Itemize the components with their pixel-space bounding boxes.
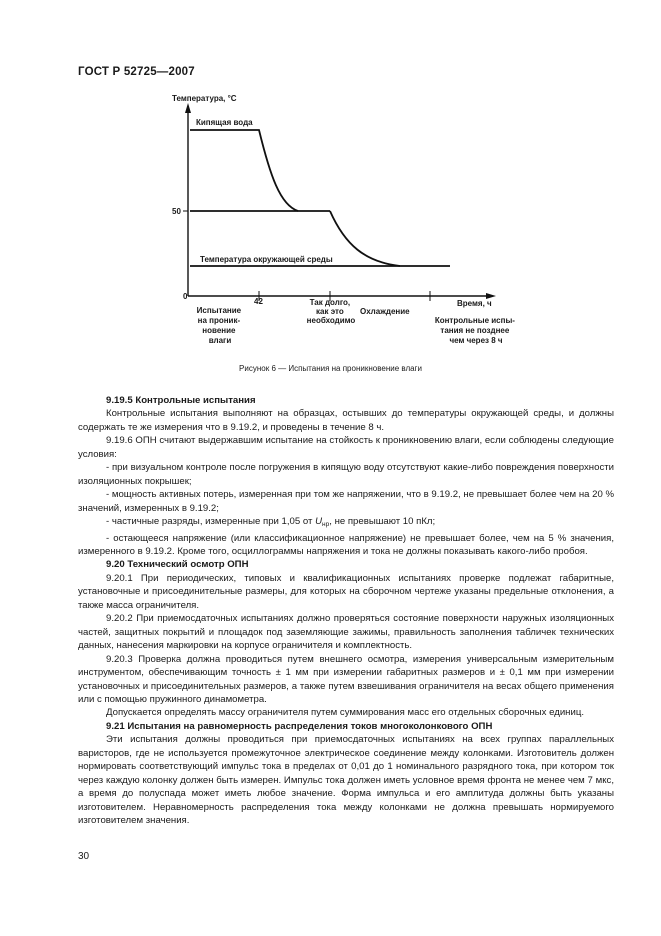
immersion-test-label: Испытание на проник- новение влаги [196,306,242,345]
figure-caption: Рисунок 6 — Испытания на проникновение влаги [239,364,422,373]
x-axis-title: Время, ч [457,299,492,308]
list-item-residual-voltage: - остающееся напряжение (или классификационное напряжение) не превышает более, чем на 5 % значения, измеренного в 9.19.2. Кроме того, осциллограммы напряжения и тока не должны показывать какого-либо пробоя. [78,532,614,557]
temperature-time-diagram [0,0,661,360]
section-heading-9-19-5: 9.19.5 Контрольные испытания [106,395,256,406]
standard-designation: ГОСТ Р 52725—2007 [78,66,195,78]
cooling-label: Охлаждение [360,307,410,316]
page-number: 30 [78,851,90,862]
y-tick-label-50: 50 [172,207,181,216]
as-long-as-needed-label: Так долго, как это необходимо [306,298,356,325]
boiling-water-label: Кипящая вода [196,118,253,127]
y-axis-arrow [185,103,191,113]
paragraph-9-20-3: 9.20.3 Проверка должна проводиться путем внешнего осмотра, измерения универсальным измерительным инструментом, обеспечивающим точность ± 1 мм при измерении габаритных размеров и ± 0,1 мм при измерении установочных и присоединительных размеров, а также путем взвешивания ограничителя на весах общего применения или с помощью пружинного динамометра. [78,653,614,705]
paragraph-9-20-3-mass: Допускается определять массу ограничителя путем суммирования масс его отдельных сборочных единиц. [106,707,584,719]
list-item-partial-discharges: - частичные разряды, измеренные при 1,05 от $U_{нр}$, не превышают 10 пКл; [106,516,436,529]
boiling-water-curve [190,130,298,211]
paragraph-9-19-5: Контрольные испытания выполняют на образцах, остывших до температуры окружающей среды, и должны содержать те же измерения что в 9.19.2, и проведены в течение 8 ч. [78,408,614,433]
y-axis-title: Температура, °C [172,94,237,103]
cooling-curve [330,211,450,266]
paragraph-9-21: Эти испытания должны проводиться при приемосдаточных испытаниях на всех группах параллельных варисторов, где не используется промежуточное электрическое соединение между колонками. Изготовитель должен нормировать соответствующий импульс тока в пределах от 0,01 до 1 номинального разрядного тока, при котором ток через каждую колонку должен быть измерен. Импульс тока должен иметь условное время фронта не менее чем 7 мкс, а время до полуспада может иметь любое значение. Форма импульса и его амплитуда должны быть указаны изготовителем. Неравномерность распределения тока между колонками не должна превышать нормируемого изготовителем значения. [78,734,614,827]
origin-label: 0 [183,292,188,301]
control-tests-label: Контрольные испы- тания не позднее чем через 8 ч [434,316,515,345]
ambient-label: Температура окружающей среды [200,255,333,264]
x-tick-label-42: 42 [254,297,263,306]
list-item-visual: - при визуальном контроле после погружения в кипящую воду отсутствуют какие-либо повреждения поверхности изоляционных покрышек; [78,462,614,487]
paragraph-9-20-1: 9.20.1 При периодических, типовых и квалификационных испытаниях проверке подлежат габаритные, установочные и присоединительные размеры, для которых на сборочном чертеже указаны предельные отклонения, а также масса ограничителя. [78,572,614,611]
list-item-losses: - мощность активных потерь, измеренная при том же напряжении, что в 9.19.2, не превышает более чем на 20 % значений, измеренных в 9.19.2; [78,489,614,514]
body-text [78,394,614,828]
section-heading-9-21: 9.21 Испытания на равномерность распределения токов многоколонкового ОПН [106,720,493,732]
paragraph-9-20-2: 9.20.2 При приемосдаточных испытаниях должно проверяться состояние поверхности наружных изоляционных частей, защитных покрытий и площадок под заземляющие зажимы, правильность заполнения табличек технических данных, нанесения маркировки на корпусе ограничителя и комплектность. [78,613,614,652]
paragraph-9-19-6: 9.19.6 ОПН считают выдержавшим испытание на стойкость к проникновению влаги, если соблюдены следующие условия: [78,435,614,460]
section-heading-9-20: 9.20 Технический осмотр ОПН [106,559,249,571]
